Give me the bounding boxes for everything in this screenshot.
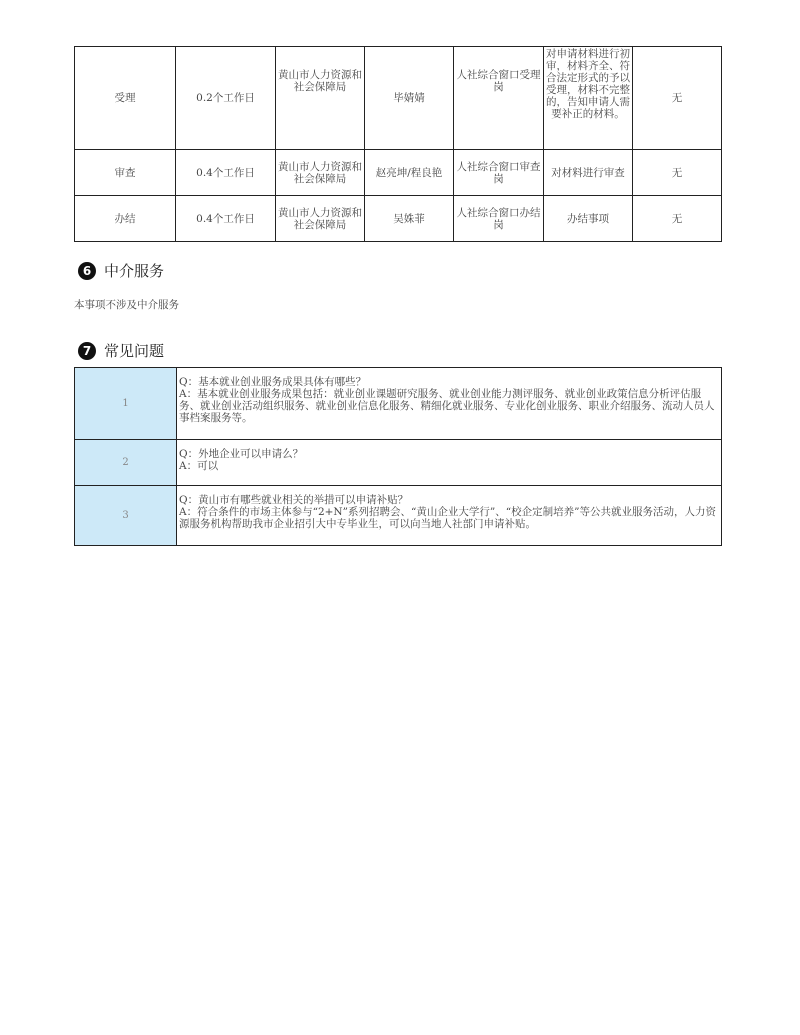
faq-answer: A：基本就业创业服务成果包括：就业创业课题研究服务、就业创业能力测评服务、就业创业政策信息分析评估服务、就业创业活动组织服务、就业创业信息化服务、精细化就业服务、专业化创业服务、职业介绍服务、流动人员人事档案服务等。 <box>179 388 715 424</box>
review-standard-cell: 办结事项 <box>544 196 633 242</box>
faq-question: Q：基本就业创业服务成果具体有哪些？ <box>179 376 367 388</box>
faq-index: 2 <box>75 440 177 486</box>
department-cell: 黄山市人力资源和社会保障局 <box>276 150 365 196</box>
result-cell: 无 <box>633 150 722 196</box>
department-cell: 黄山市人力资源和社会保障局 <box>276 196 365 242</box>
table-row <box>75 47 722 150</box>
step-cell: 审查 <box>75 150 176 196</box>
table-row <box>75 196 722 242</box>
review-standard-cell: 对申请材料进行初审，材料齐全、符合法定形式的予以受理，材料不完整的，告知申请人需要补正的材料。 <box>544 47 633 150</box>
faq-content <box>177 368 722 440</box>
result-cell: 无 <box>633 47 722 150</box>
faq-answer: A：可以 <box>179 460 219 472</box>
faq-question: Q：外地企业可以申请么？ <box>179 448 304 460</box>
handler-cell: 赵亮坤/程良艳 <box>365 150 454 196</box>
step-cell: 受理 <box>75 47 176 150</box>
result-cell: 无 <box>633 196 722 242</box>
section-title: 常见问题 <box>104 342 165 360</box>
section-heading-agency <box>78 260 164 281</box>
department-cell: 黄山市人力资源和社会保障局 <box>276 47 365 150</box>
faq-content <box>177 440 722 486</box>
section-title: 中介服务 <box>104 262 165 280</box>
faq-content <box>177 486 722 546</box>
faq-row <box>75 368 722 440</box>
faq-question: Q：黄山市有哪些就业相关的举措可以申请补贴？ <box>179 494 409 506</box>
post-cell: 人社综合窗口受理岗 <box>454 47 544 150</box>
faq-row <box>75 486 722 546</box>
faq-index: 1 <box>75 368 177 440</box>
post-cell: 人社综合窗口办结岗 <box>454 196 544 242</box>
faq-answer: A：符合条件的市场主体参与“2+N”系列招聘会、“黄山企业大学行”、“校企定制培养”等公共就业服务活动，人力资源服务机构帮助我市企业招引大中专毕业生，可以向当地人社部门申请补贴。 <box>179 506 716 530</box>
section-number-badge: 7 <box>78 342 96 360</box>
post-cell: 人社综合窗口审查岗 <box>454 150 544 196</box>
faq-row <box>75 440 722 486</box>
handler-cell: 吴姝菲 <box>365 196 454 242</box>
faq-index: 3 <box>75 486 177 546</box>
time-limit-cell: 0.4个工作日 <box>176 150 276 196</box>
faq-table <box>74 367 722 546</box>
time-limit-cell: 0.2个工作日 <box>176 47 276 150</box>
handler-cell: 毕婧婧 <box>365 47 454 150</box>
review-standard-cell: 对材料进行审查 <box>544 150 633 196</box>
process-table <box>74 46 722 242</box>
section-number-badge: 6 <box>78 262 96 280</box>
time-limit-cell: 0.4个工作日 <box>176 196 276 242</box>
step-cell: 办结 <box>75 196 176 242</box>
table-row <box>75 150 722 196</box>
section-heading-faq <box>78 340 164 361</box>
agency-note: 本事项不涉及中介服务 <box>74 299 179 311</box>
